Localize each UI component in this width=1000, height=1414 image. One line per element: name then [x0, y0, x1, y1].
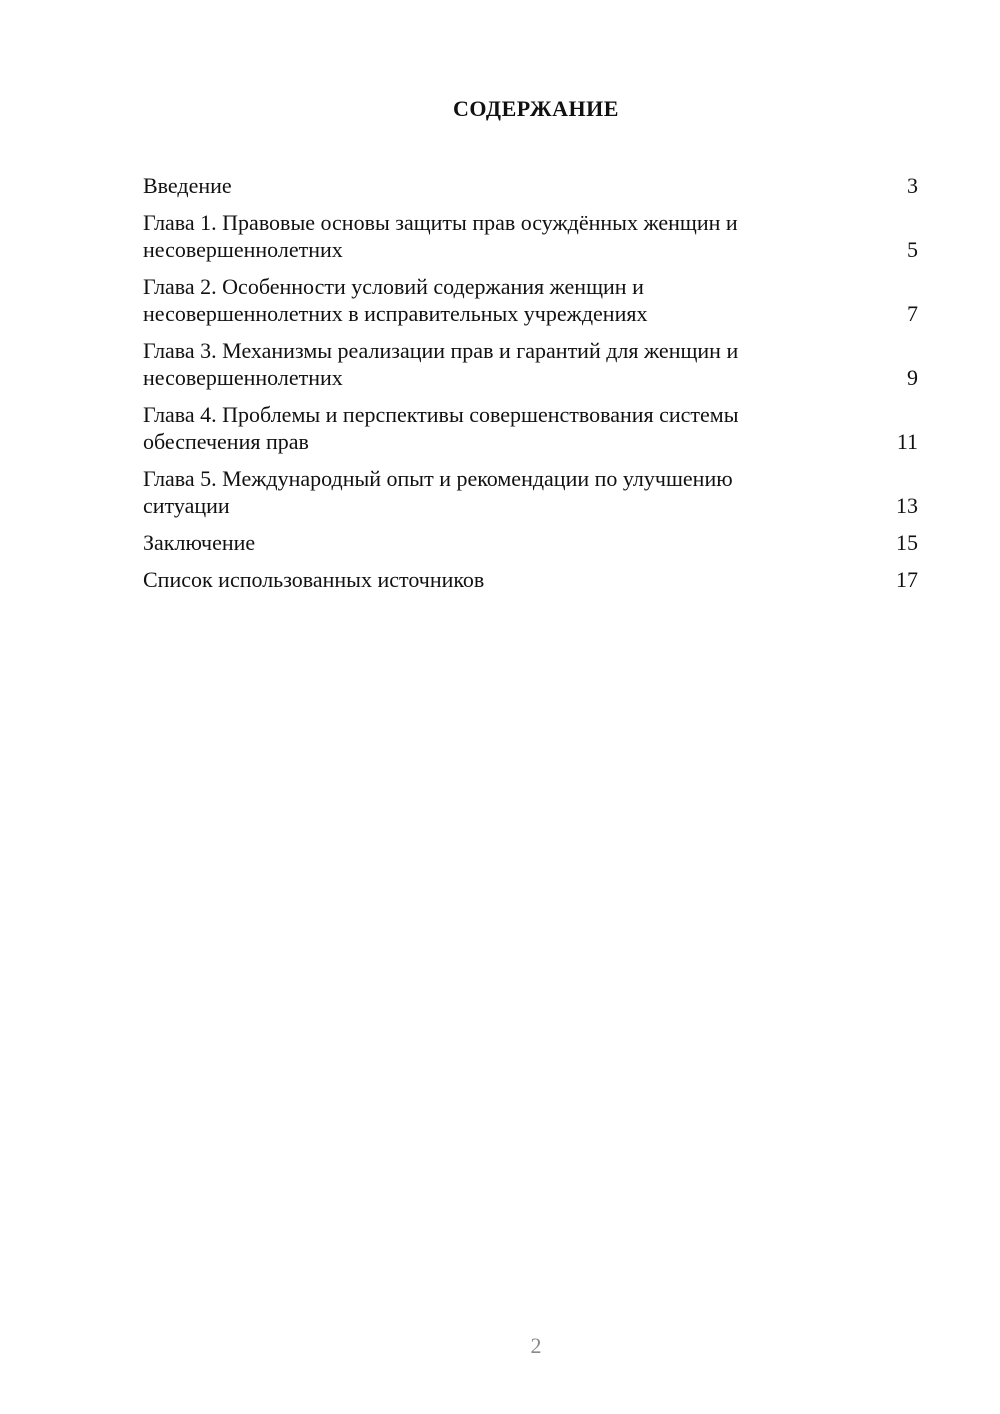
table-of-contents [143, 172, 918, 603]
toc-entry-chapter-5 [143, 465, 918, 519]
toc-entry-text: Заключение [143, 530, 256, 555]
page-number: 2 [530, 1333, 542, 1358]
toc-entry-text: Глава 3. Механизмы реализации прав и гарантий для женщин и несовершеннолетних [143, 338, 739, 390]
toc-entry-page: 9 [907, 365, 918, 390]
toc-entry-page: 11 [896, 429, 918, 454]
toc-entry-text: Введение [143, 173, 232, 198]
toc-entry-page: 17 [896, 567, 918, 592]
toc-entry-text: Глава 1. Правовые основы защиты прав осуждённых женщин и несовершеннолетних [143, 210, 738, 262]
toc-entry-page: 7 [907, 301, 918, 326]
toc-entry-text: Глава 2. Особенности условий содержания женщин и несовершеннолетних в исправительных учреждениях [143, 274, 648, 326]
toc-entry-page: 5 [907, 237, 918, 262]
toc-entry-chapter-1 [143, 209, 918, 263]
toc-entry-chapter-2 [143, 273, 918, 327]
toc-entry-page: 3 [907, 173, 918, 198]
toc-entry-introduction [143, 172, 918, 199]
toc-entry-references [143, 566, 918, 593]
toc-entry-page: 15 [896, 530, 918, 555]
toc-entry-text: Глава 4. Проблемы и перспективы совершенствования системы обеспечения прав [143, 402, 739, 454]
toc-entry-page: 13 [896, 493, 918, 518]
toc-entry-chapter-3 [143, 337, 918, 391]
page-title: СОДЕРЖАНИЕ [453, 96, 619, 121]
toc-entry-chapter-4 [143, 401, 918, 455]
toc-entry-text: Список использованных источников [143, 567, 485, 592]
toc-entry-text: Глава 5. Международный опыт и рекомендации по улучшению ситуации [143, 466, 733, 518]
toc-entry-conclusion [143, 529, 918, 556]
